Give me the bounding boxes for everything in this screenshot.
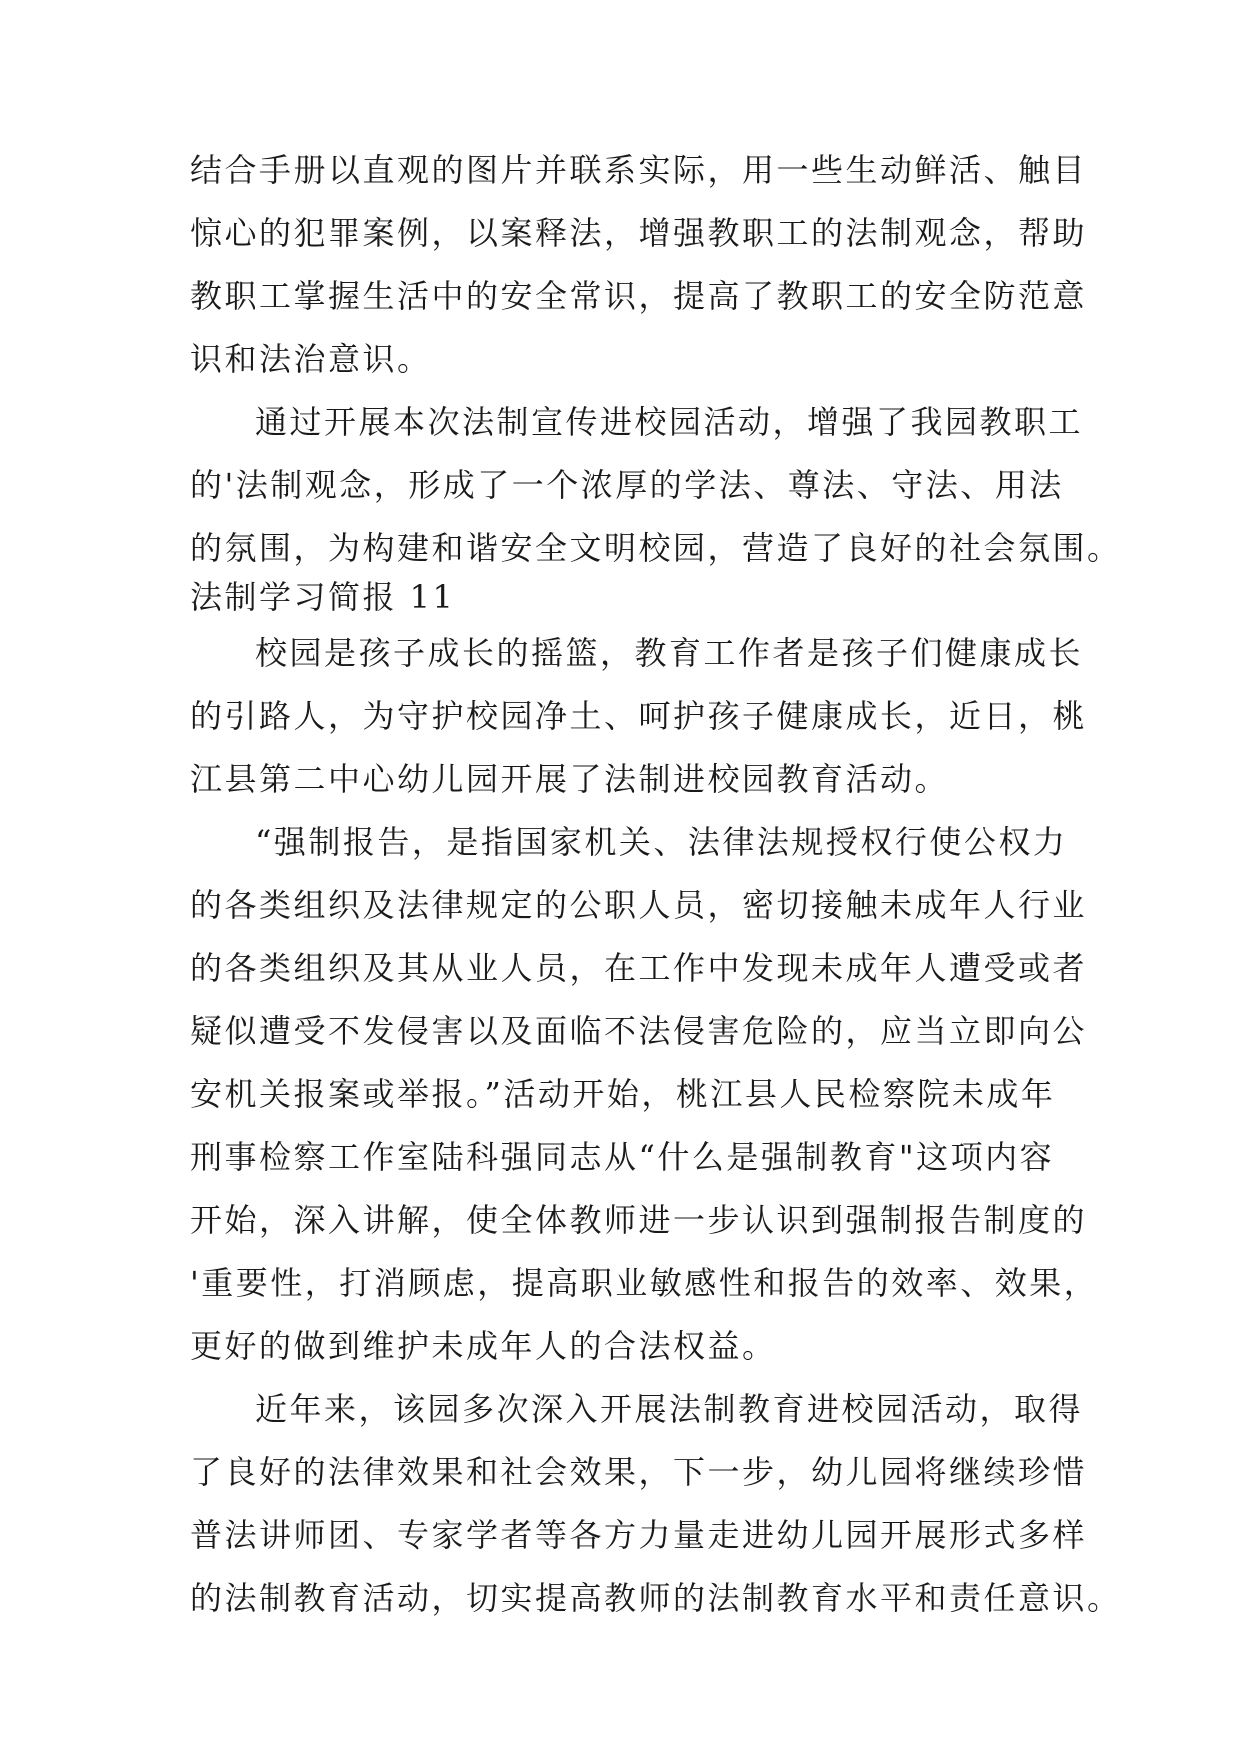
- text-line: 了良好的法律效果和社会效果，下一步，幼儿园将继续珍惜: [190, 1453, 1088, 1491]
- text-line: 更好的做到维护未成年人的合法权益。: [190, 1327, 777, 1365]
- text-line: 刑事检察工作室陆科强同志从“什么是强制教育"这项内容: [190, 1138, 1055, 1176]
- text-line: 惊心的犯罪案例，以案释法，增强教职工的法制观念，帮助: [190, 214, 1088, 252]
- text-line: 结合手册以直观的图片并联系实际，用一些生动鲜活、触目: [190, 151, 1088, 189]
- text-line: 的各类组织及其从业人员，在工作中发现未成年人遭受或者: [190, 949, 1088, 987]
- text-line: 江县第二中心幼儿园开展了法制进校园教育活动。: [190, 760, 950, 798]
- paragraph-first-line: “强制报告，是指国家机关、法律法规授权行使公权力: [255, 823, 1068, 861]
- text-line: '重要性，打消顾虑，提高职业敏感性和报告的效率、效果，: [190, 1264, 1099, 1302]
- text-line: 教职工掌握生活中的安全常识，提高了教职工的安全防范意: [190, 277, 1088, 315]
- section-heading: 法制学习简报 11: [190, 578, 456, 616]
- text-line: 的氛围，为构建和谐安全文明校园，营造了良好的社会氛围。: [190, 529, 1122, 567]
- paragraph-first-line: 通过开展本次法制宣传进校园活动，增强了我园教职工: [255, 403, 1084, 441]
- text-line: 普法讲师团、专家学者等各方力量走进幼儿园开展形式多样: [190, 1516, 1088, 1554]
- text-line: 的引路人，为守护校园净土、呵护孩子健康成长，近日，桃: [190, 697, 1088, 735]
- text-line: 疑似遭受不发侵害以及面临不法侵害危险的，应当立即向公: [190, 1012, 1088, 1050]
- text-line: 开始，深入讲解，使全体教师进一步认识到强制报告制度的: [190, 1201, 1088, 1239]
- paragraph-first-line: 近年来，该园多次深入开展法制教育进校园活动，取得: [255, 1390, 1084, 1428]
- text-line: 识和法治意识。: [190, 340, 432, 378]
- text-line: 安机关报案或举报。”活动开始，桃江县人民检察院未成年: [190, 1075, 1056, 1113]
- text-line: 的法制教育活动，切实提高教师的法制教育水平和责任意识。: [190, 1579, 1122, 1617]
- text-line: 的'法制观念，形成了一个浓厚的学法、尊法、守法、用法: [190, 466, 1064, 504]
- paragraph-first-line: 校园是孩子成长的摇篮，教育工作者是孩子们健康成长: [255, 634, 1084, 672]
- text-line: 的各类组织及法律规定的公职人员，密切接触未成年人行业: [190, 886, 1088, 924]
